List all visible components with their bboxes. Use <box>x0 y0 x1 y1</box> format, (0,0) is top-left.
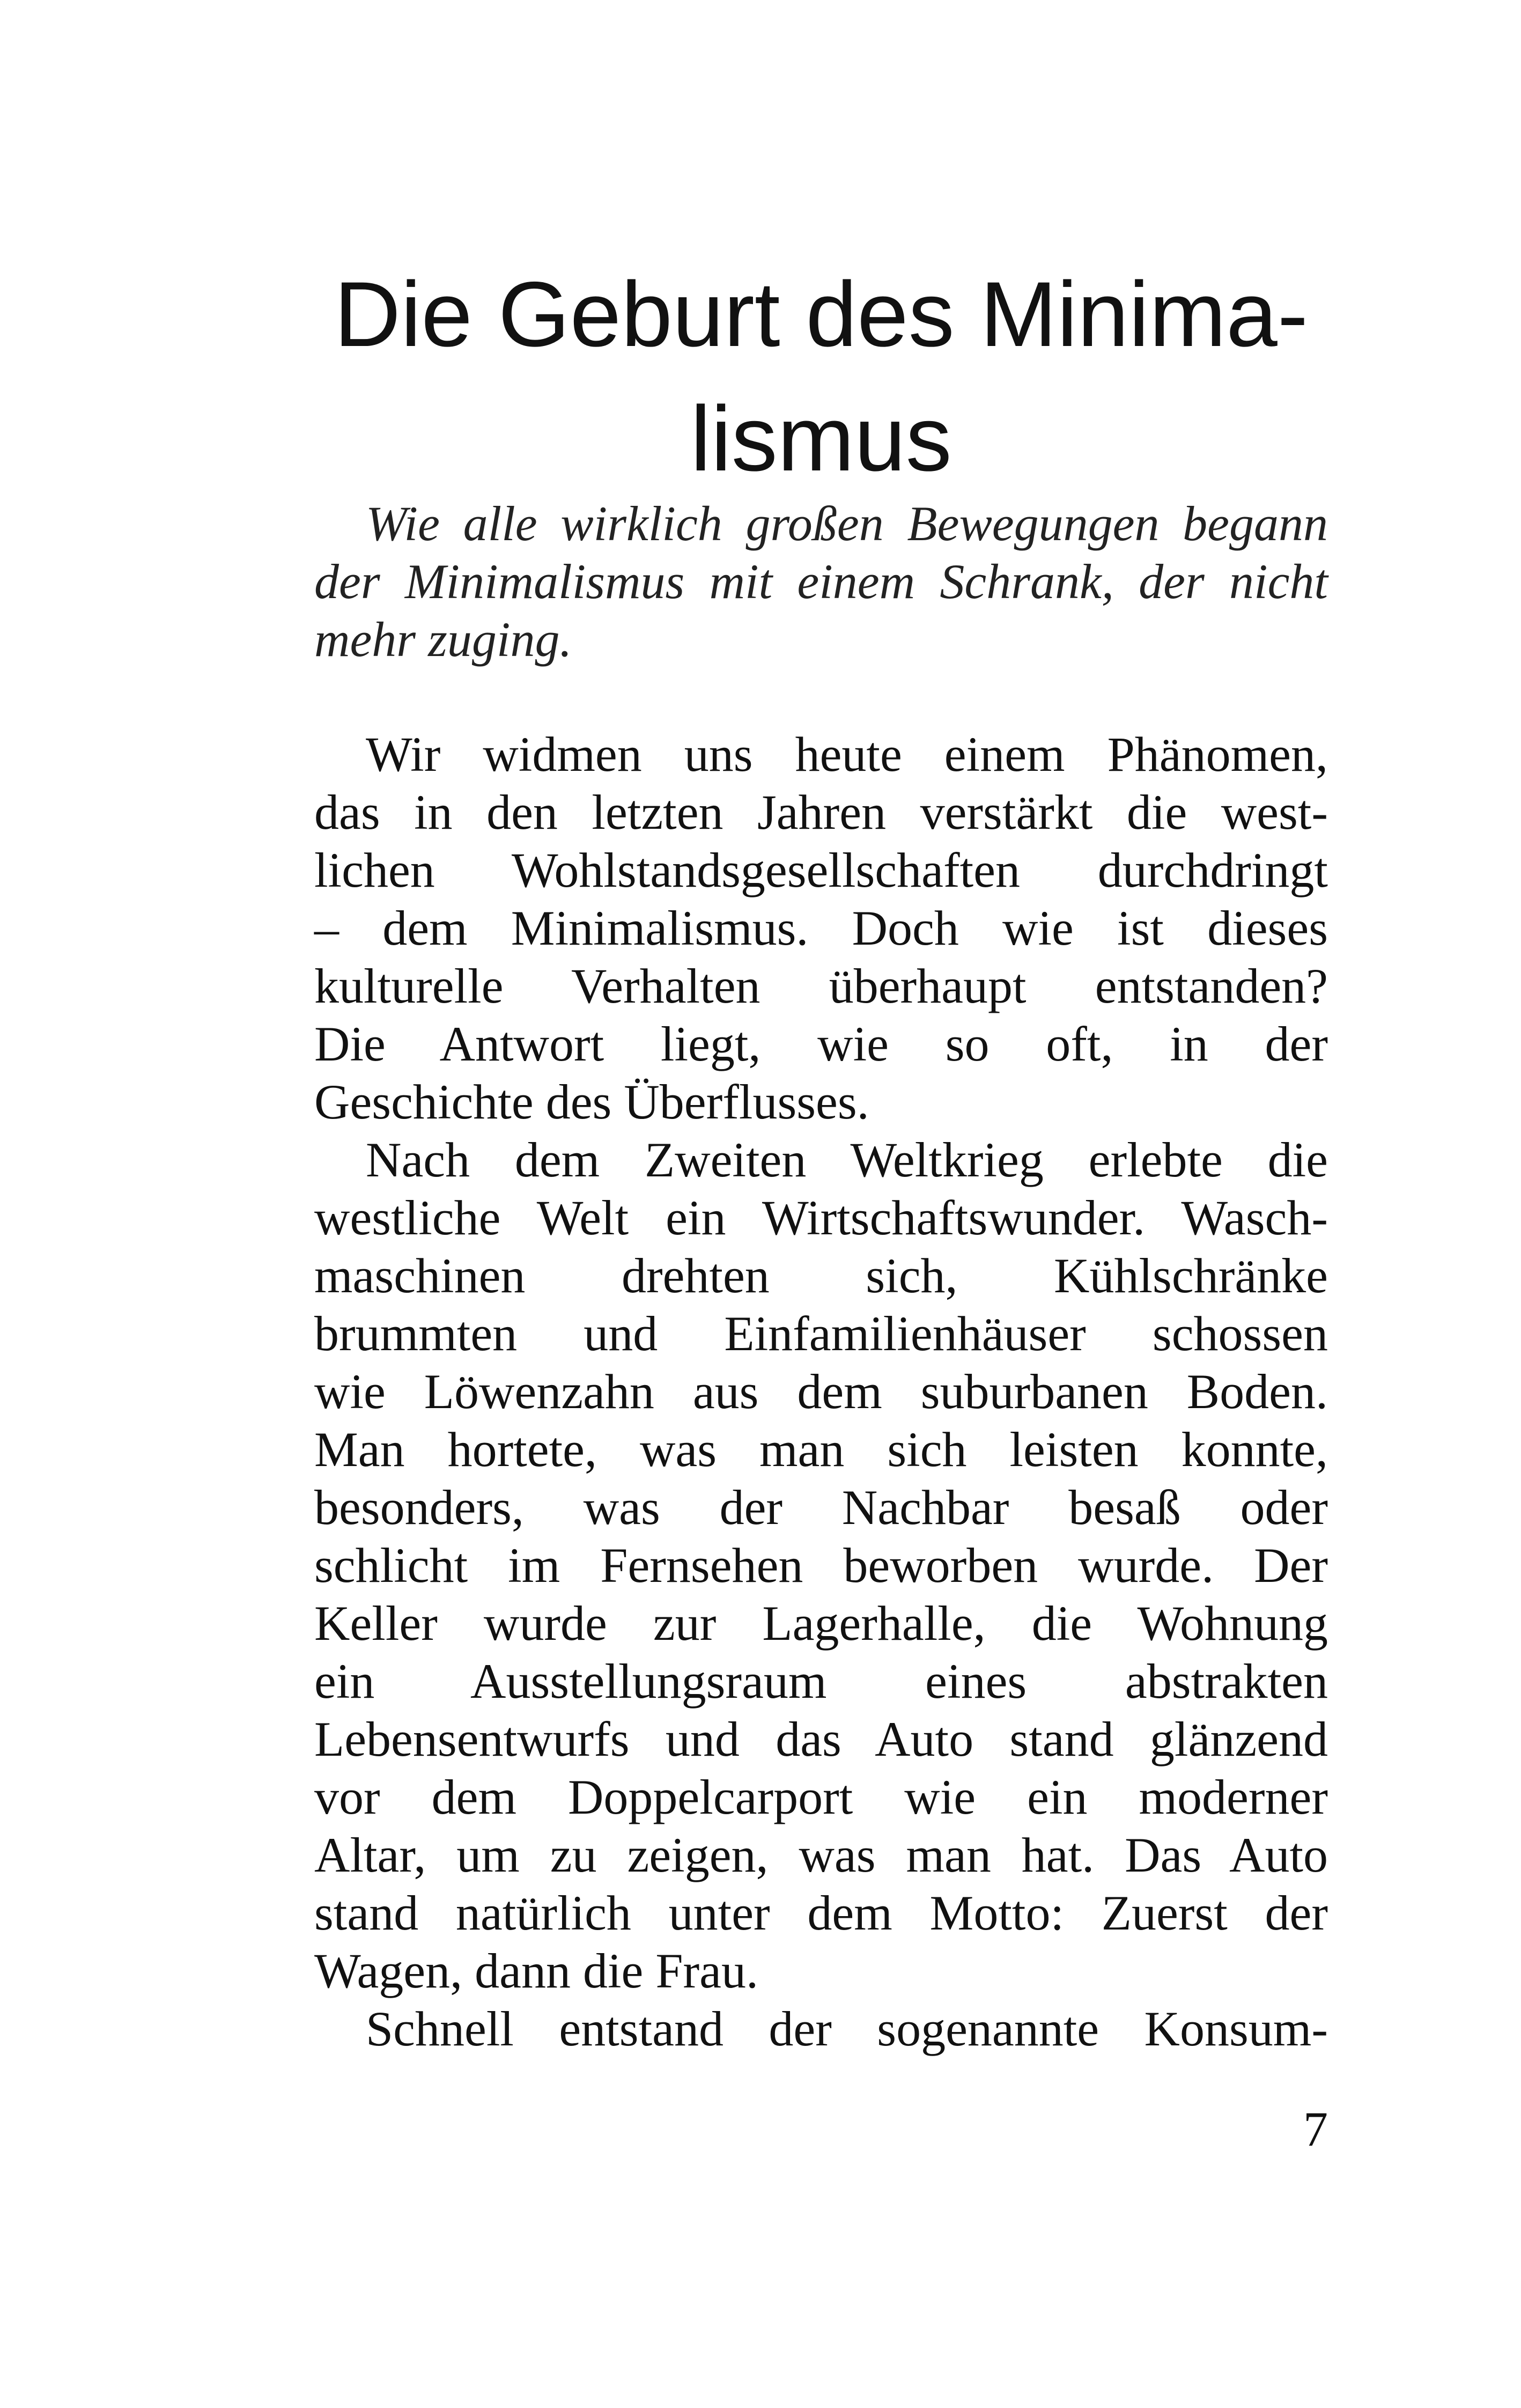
body-text <box>314 725 1328 2058</box>
text-line: Altar, um zu zeigen, was man hat. Das Auto <box>314 1828 1328 1882</box>
text-line: Wir widmen uns heute einem Phänomen, <box>366 727 1328 782</box>
text-line: stand natürlich unter dem Motto: Zuerst der <box>314 1886 1328 1940</box>
text-line: Schnell entstand der sogenannte Konsum- <box>366 2001 1328 2056</box>
text-line: Nach dem Zweiten Weltkrieg erlebte die <box>366 1132 1328 1187</box>
paragraph <box>314 2000 1328 2058</box>
text-line: schlicht im Fernsehen beworben wurde. Der <box>314 1538 1328 1593</box>
text-line: lichen Wohlstandsgesellschaften durchdringt <box>314 843 1328 897</box>
paragraph <box>314 1131 1328 2000</box>
text-line: maschinen drehten sich, Kühlschränke <box>314 1248 1328 1303</box>
text-line: Keller wurde zur Lagerhalle, die Wohnung <box>314 1596 1328 1651</box>
chapter-title-line: Die Geburt des Minima- <box>334 263 1309 366</box>
epigraph <box>314 495 1328 668</box>
text-line: kulturelle Verhalten überhaupt entstanden? <box>314 959 1328 1013</box>
text-line: Geschichte des Überflusses. <box>314 1074 869 1129</box>
text-line: das in den letzten Jahren verstärkt die west- <box>314 785 1328 840</box>
text-line: Lebensentwurfs und das Auto stand glänzend <box>314 1712 1328 1766</box>
text-line: westliche Welt ein Wirtschaftswunder. Wasch- <box>314 1190 1328 1245</box>
text-line: wie Löwenzahn aus dem suburbanen Boden. <box>314 1364 1328 1419</box>
chapter-title-line: lismus <box>690 387 952 490</box>
epigraph-line: der Minimalismus mit einem Schrank, der nicht <box>314 554 1328 609</box>
text-line: brummten und Einfamilienhäuser schossen <box>314 1306 1328 1361</box>
chapter-title <box>314 252 1328 501</box>
text-line: Man hortete, was man sich leisten konnte, <box>314 1422 1328 1477</box>
text-line: – dem Minimalismus. Doch wie ist dieses <box>314 901 1328 955</box>
text-line: besonders, was der Nachbar besaß oder <box>314 1480 1328 1535</box>
text-line: vor dem Doppelcarport wie ein moderner <box>314 1770 1328 1824</box>
paragraph <box>314 725 1328 1131</box>
text-line: ein Ausstellungsraum eines abstrakten <box>314 1654 1328 1709</box>
epigraph-line: Wie alle wirklich großen Bewegungen begann <box>366 496 1328 551</box>
page-number: 7 <box>1303 2102 1328 2156</box>
text-line: Die Antwort liegt, wie so oft, in der <box>314 1017 1328 1071</box>
epigraph-line: mehr zuging. <box>314 612 572 667</box>
text-line: Wagen, dann die Frau. <box>314 1943 758 1998</box>
